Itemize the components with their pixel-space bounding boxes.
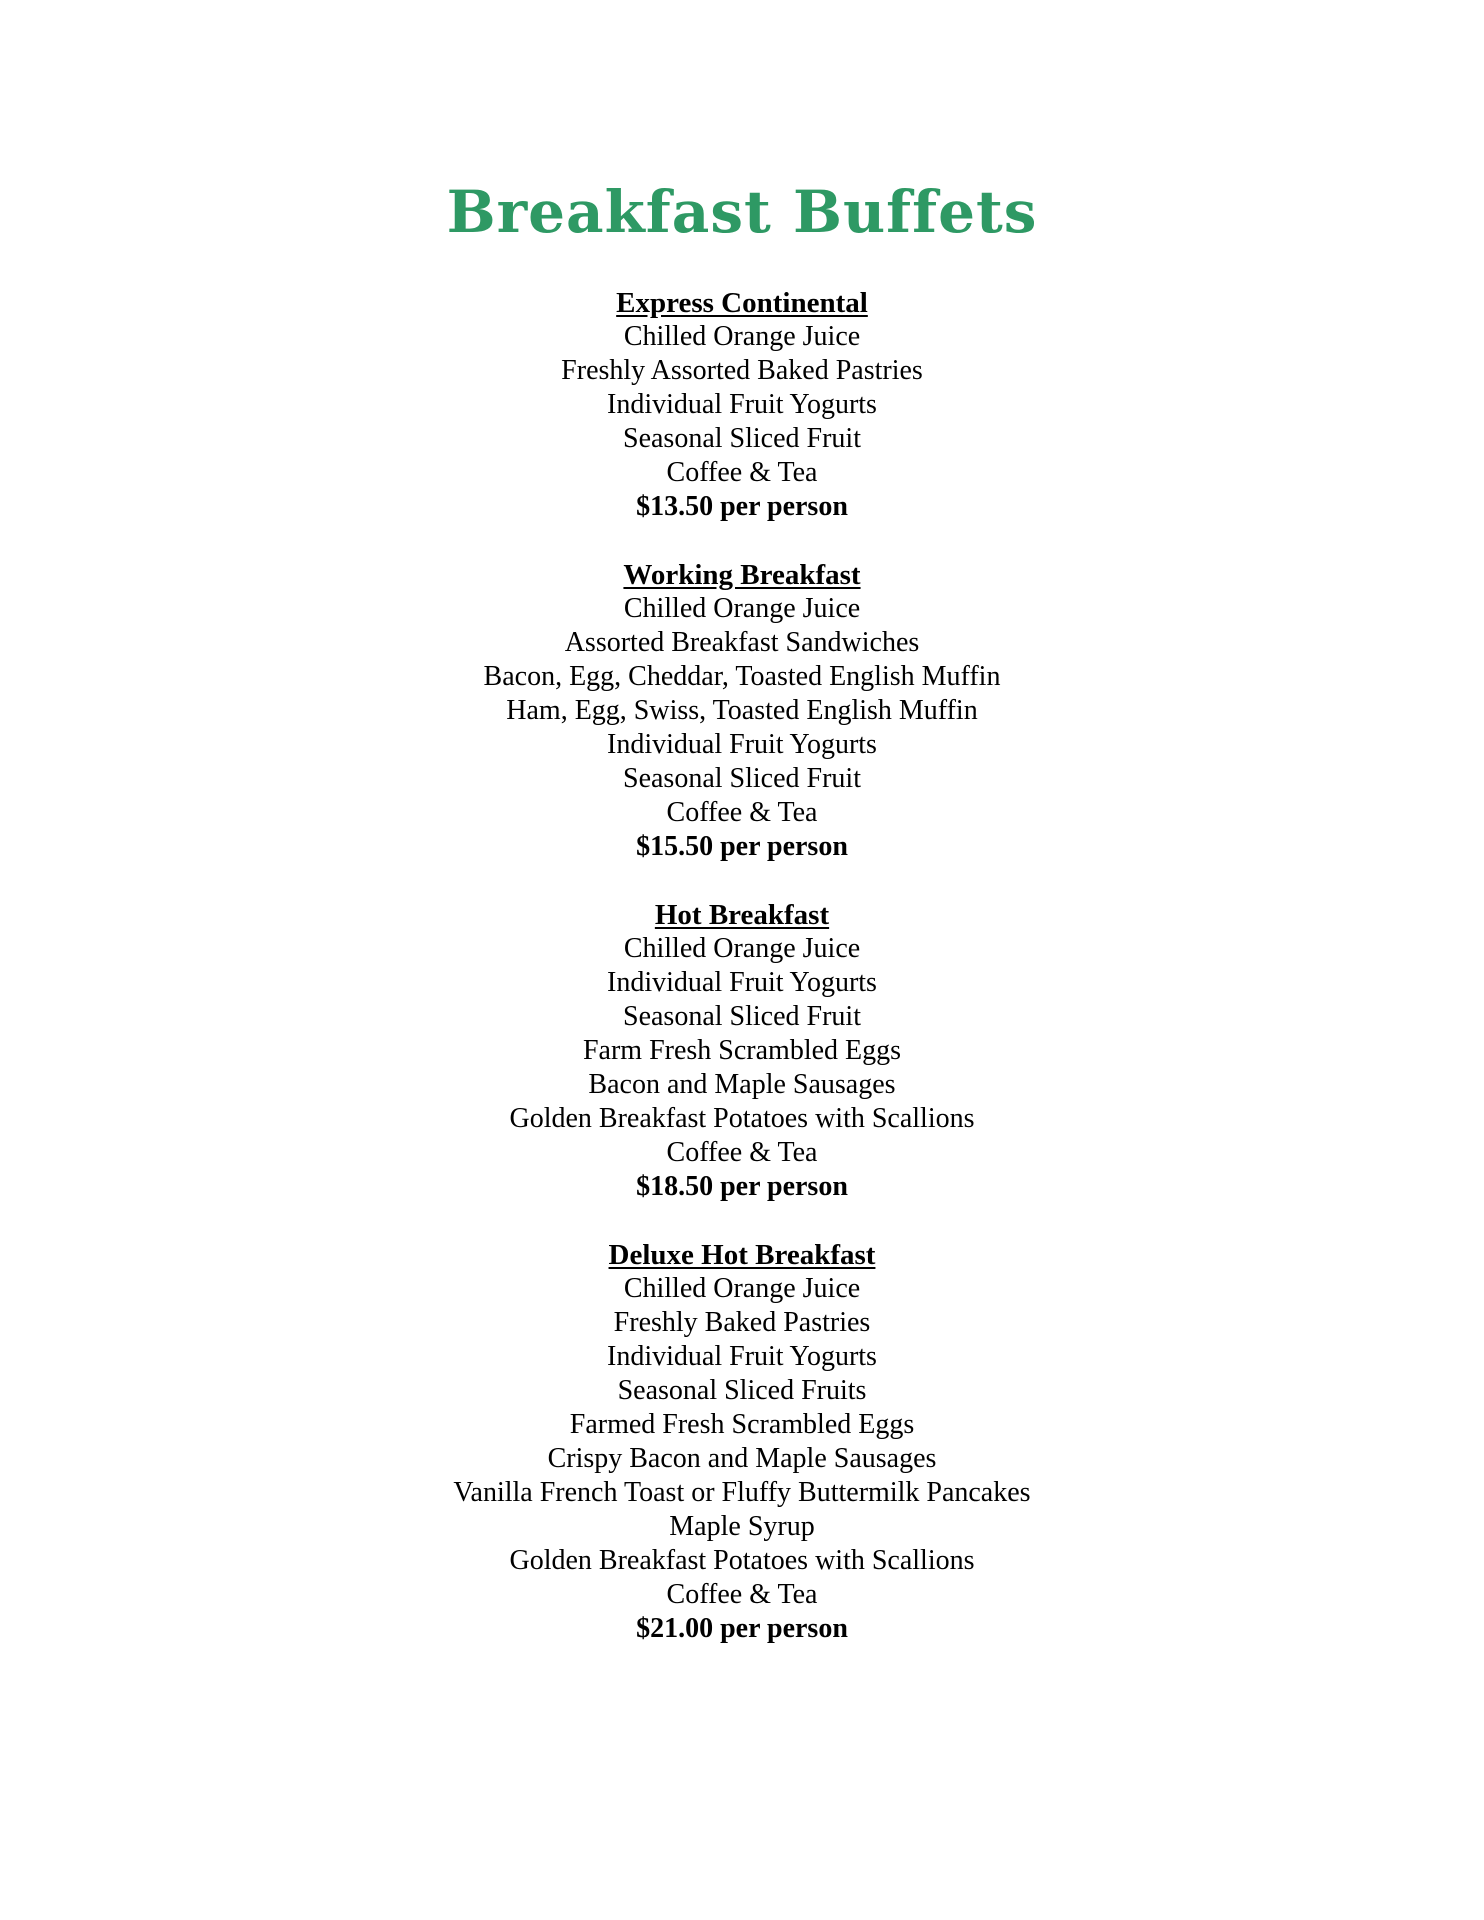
- menu-item: Coffee & Tea: [666, 1137, 818, 1168]
- section-price: $15.50 per person: [636, 831, 848, 862]
- menu-item: Chilled Orange Juice: [623, 593, 861, 624]
- menu-item: Vanilla French Toast or Fluffy Buttermilk Pancakes: [453, 1477, 1031, 1508]
- menu-item: Chilled Orange Juice: [623, 1273, 861, 1304]
- section-price: $18.50 per person: [636, 1171, 848, 1202]
- menu-item: Seasonal Sliced Fruit: [623, 763, 861, 794]
- menu-item: Freshly Baked Pastries: [613, 1307, 871, 1338]
- menu-item: Coffee & Tea: [666, 457, 818, 488]
- section-heading: Working Breakfast: [623, 559, 861, 591]
- menu-item: Farmed Fresh Scrambled Eggs: [569, 1409, 915, 1440]
- menu-item: Maple Syrup: [669, 1511, 815, 1542]
- menu-item: Golden Breakfast Potatoes with Scallions: [509, 1103, 975, 1134]
- menu-item: Freshly Assorted Baked Pastries: [561, 355, 923, 386]
- menu-item: Ham, Egg, Swiss, Toasted English Muffin: [506, 695, 978, 726]
- section-heading: Hot Breakfast: [654, 899, 830, 931]
- menu-item: Individual Fruit Yogurts: [607, 729, 877, 760]
- menu-item: Seasonal Sliced Fruits: [617, 1375, 867, 1406]
- menu-section: [0, 286, 1484, 524]
- menu-item: Individual Fruit Yogurts: [607, 389, 877, 420]
- section-price: $13.50 per person: [636, 491, 848, 522]
- menu-item: Crispy Bacon and Maple Sausages: [547, 1443, 937, 1474]
- page-title: Breakfast Buffets: [446, 178, 1038, 246]
- menu-item: Individual Fruit Yogurts: [607, 967, 877, 998]
- section-heading: Deluxe Hot Breakfast: [608, 1239, 876, 1271]
- menu-item: Chilled Orange Juice: [623, 933, 861, 964]
- section-heading: Express Continental: [616, 287, 868, 319]
- menu-section: [0, 898, 1484, 1204]
- menu-item: Farm Fresh Scrambled Eggs: [582, 1035, 902, 1066]
- menu-item: Individual Fruit Yogurts: [607, 1341, 877, 1372]
- menu-item: Seasonal Sliced Fruit: [623, 423, 861, 454]
- menu-item: Bacon and Maple Sausages: [588, 1069, 896, 1100]
- menu-item: Seasonal Sliced Fruit: [623, 1001, 861, 1032]
- menu-item: Coffee & Tea: [666, 1579, 818, 1610]
- buffet-menu: [0, 286, 1484, 1680]
- menu-item: Golden Breakfast Potatoes with Scallions: [509, 1545, 975, 1576]
- menu-item: Bacon, Egg, Cheddar, Toasted English Muffin: [483, 661, 1001, 692]
- menu-item: Chilled Orange Juice: [623, 321, 861, 352]
- menu-section: [0, 1238, 1484, 1646]
- menu-item: Assorted Breakfast Sandwiches: [564, 627, 920, 658]
- menu-section: [0, 558, 1484, 864]
- menu-item: Coffee & Tea: [666, 797, 818, 828]
- section-price: $21.00 per person: [636, 1613, 848, 1644]
